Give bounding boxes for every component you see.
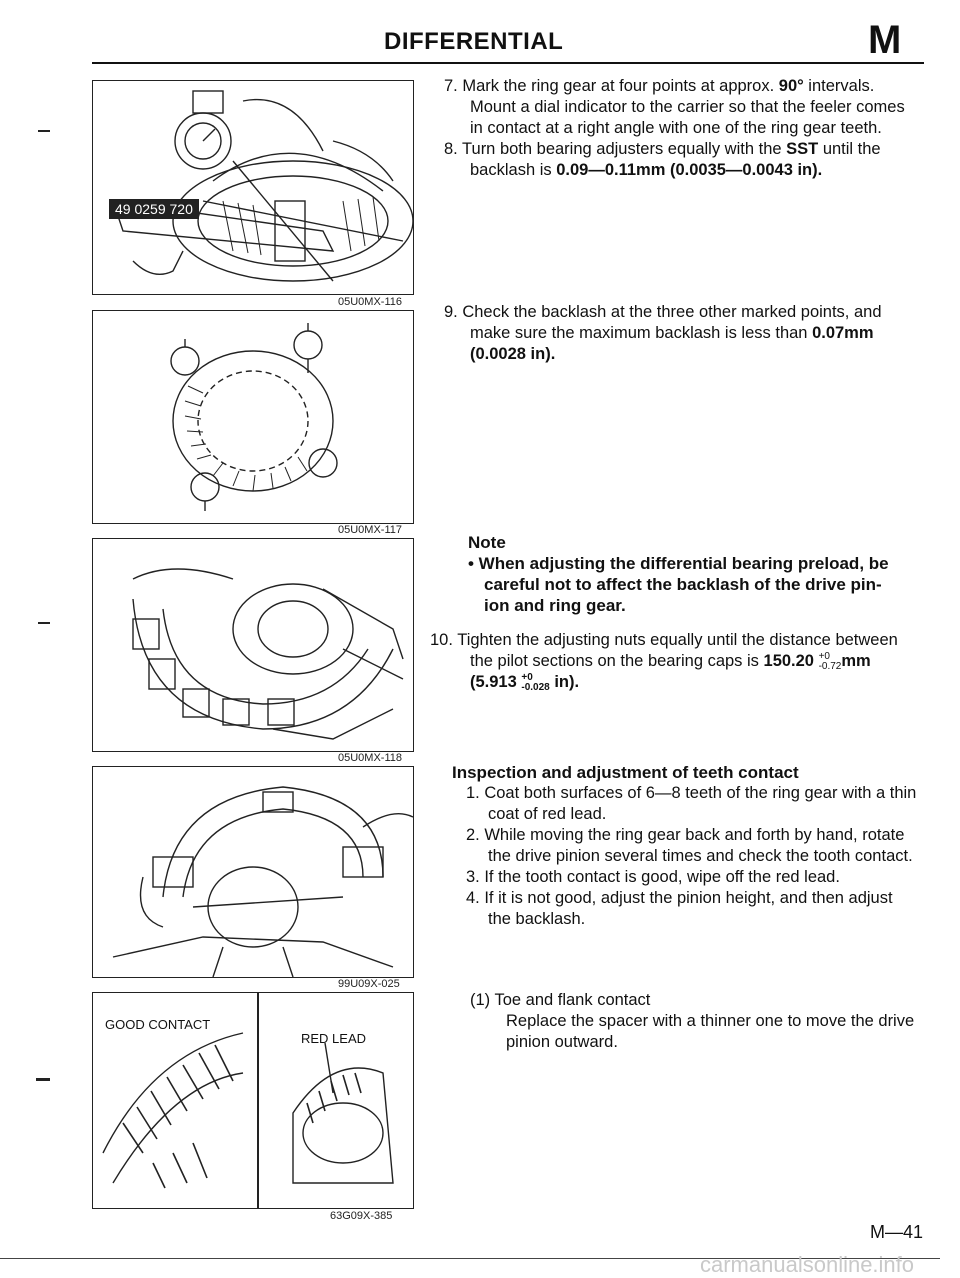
page-header-title: DIFFERENTIAL bbox=[384, 28, 564, 55]
inspection-step: 4. If it is not good, adjust the pinion height, and then adjust bbox=[466, 889, 893, 907]
header-rule bbox=[92, 62, 924, 64]
figure-caption: 05U0MX-117 bbox=[338, 524, 402, 536]
step-8-line1: 8. Turn both bearing adjusters equally with the SST until the bbox=[444, 140, 881, 158]
toe-flank-contact bbox=[470, 990, 920, 1053]
inspection-step: 2. While moving the ring gear back and forth by hand, rotate bbox=[466, 826, 905, 844]
figure-caption: 05U0MX-118 bbox=[338, 752, 402, 764]
step-9-line3: (0.0028 in). bbox=[470, 345, 556, 363]
inspection-step: coat of red lead. bbox=[488, 805, 607, 823]
illustration-adjusting-nuts bbox=[93, 539, 413, 751]
figure-ring-gear-four-points bbox=[92, 310, 414, 524]
toe-flank-title: (1) Toe and flank contact bbox=[470, 991, 651, 1009]
step-7 bbox=[444, 76, 924, 181]
sst-tool-label: 49 0259 720 bbox=[109, 199, 199, 219]
margin-mark bbox=[36, 1078, 50, 1081]
red-lead-label: RED LEAD bbox=[301, 1031, 367, 1046]
toe-flank-text: pinion outward. bbox=[506, 1033, 618, 1051]
margin-mark bbox=[38, 130, 50, 132]
toe-flank-text: Replace the spacer with a thinner one to move the drive bbox=[506, 1012, 915, 1030]
figure-adjusting-nuts bbox=[92, 538, 414, 752]
illustration-dial-indicator bbox=[93, 81, 413, 294]
inspection-step: 1. Coat both surfaces of 6—8 teeth of the ring gear with a thin bbox=[466, 784, 917, 802]
margin-mark bbox=[38, 622, 50, 624]
inspection-step: the drive pinion several times and check the tooth contact. bbox=[488, 847, 913, 865]
note-block bbox=[468, 532, 918, 616]
note-line: • When adjusting the differential bearing preload, be bbox=[468, 554, 889, 573]
step-7-line3: in contact at a right angle with one of the ring gear teeth. bbox=[470, 119, 882, 137]
step-10 bbox=[430, 630, 920, 693]
good-contact-label: GOOD CONTACT bbox=[105, 1017, 211, 1032]
step-10-line1: 10. Tighten the adjusting nuts equally until the distance between bbox=[430, 631, 898, 649]
figure-caption: 63G09X-385 bbox=[330, 1210, 393, 1222]
inspection-step: 3. If the tooth contact is good, wipe off the red lead. bbox=[466, 868, 840, 886]
illustration-caliper bbox=[93, 767, 413, 977]
step-7-line1: 7. Mark the ring gear at four points at approx. 90° intervals. bbox=[444, 77, 875, 95]
section-letter: M bbox=[868, 18, 902, 62]
step-9 bbox=[444, 302, 924, 365]
illustration-ring-gear-dials bbox=[93, 311, 413, 523]
watermark: carmanualsonline.info bbox=[700, 1252, 915, 1277]
step-9-line1: 9. Check the backlash at the three other marked points, and bbox=[444, 303, 882, 321]
figure-tooth-contact bbox=[92, 992, 414, 1209]
step-10-line2: the pilot sections on the bearing caps is 150.20 +0 -0.72 mm bbox=[470, 650, 871, 672]
figure-caption: 05U0MX-116 bbox=[338, 296, 402, 308]
figure-dial-indicator-sst bbox=[92, 80, 414, 295]
note-line: careful not to affect the backlash of the drive pin- bbox=[484, 575, 882, 594]
page-number: M—41 bbox=[870, 1222, 924, 1242]
step-8-line2: backlash is 0.09—0.11mm (0.0035—0.0043 in). bbox=[470, 161, 823, 179]
step-10-line3: (5.913 +0 -0.028 in). bbox=[470, 671, 580, 693]
inspection-step: the backlash. bbox=[488, 910, 586, 928]
figure-measure-bearing-caps bbox=[92, 766, 414, 978]
note-line: ion and ring gear. bbox=[484, 596, 626, 615]
figure-caption: 99U09X-025 bbox=[338, 978, 400, 990]
section-title: Inspection and adjustment of teeth contact bbox=[452, 763, 799, 782]
step-9-line2: make sure the maximum backlash is less than 0.07mm bbox=[470, 324, 874, 342]
step-7-line2: Mount a dial indicator to the carrier so that the feeler comes bbox=[470, 98, 905, 116]
note-title: Note bbox=[468, 533, 506, 552]
inspection-section bbox=[452, 762, 922, 930]
